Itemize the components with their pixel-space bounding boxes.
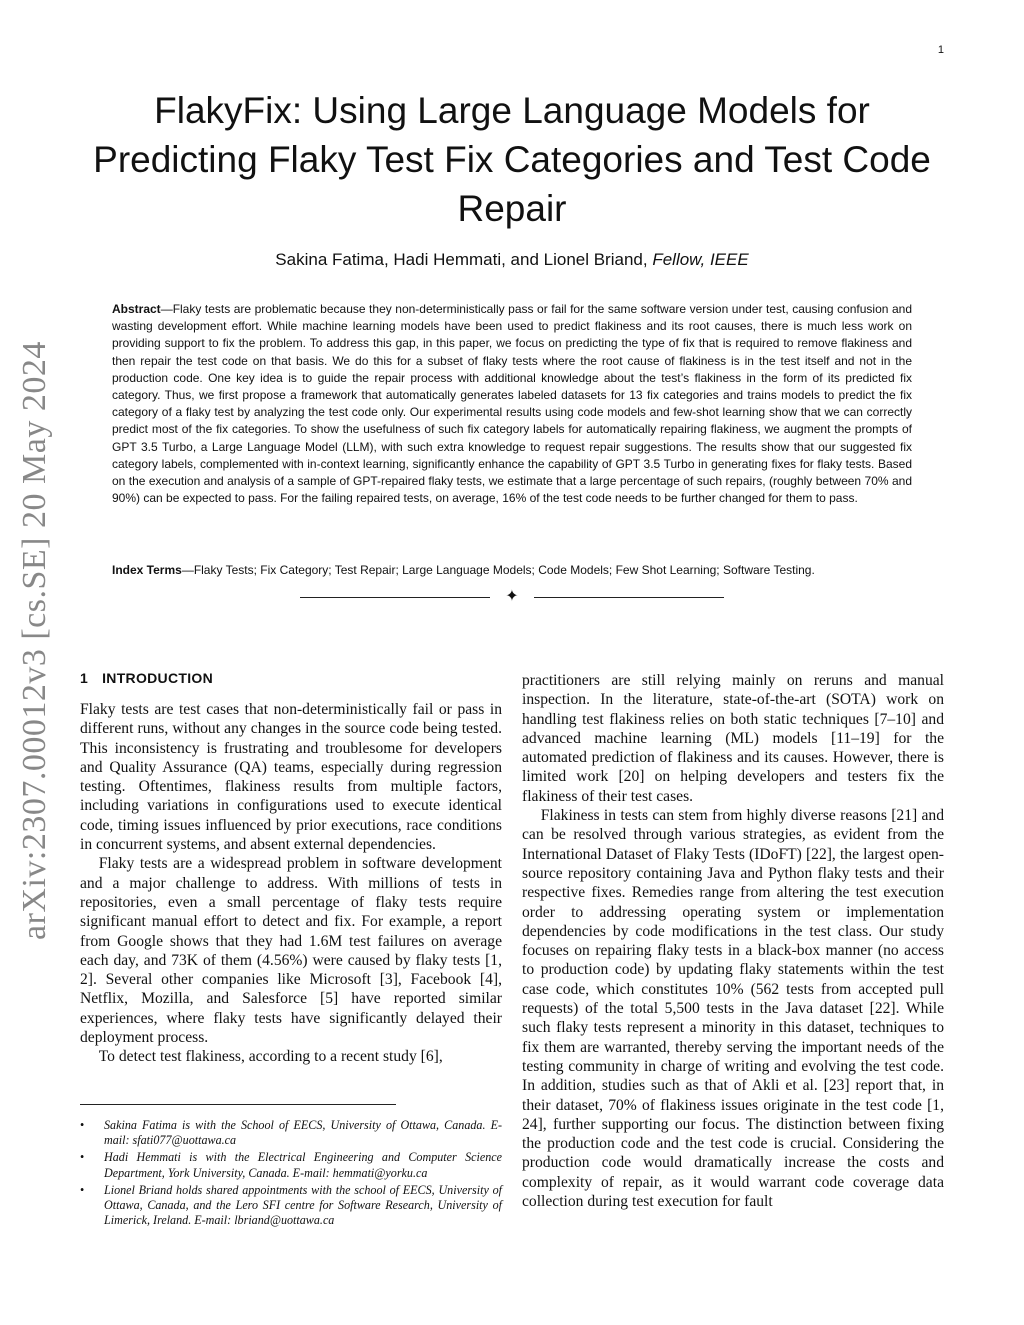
author-names: Sakina Fatima, Hadi Hemmati, and Lionel Briand, [275, 250, 648, 269]
section-heading [80, 670, 213, 686]
author-list [80, 250, 944, 270]
footnote-item [80, 1118, 502, 1148]
separator-line-right [534, 597, 724, 598]
index-terms [112, 562, 912, 579]
section-title: INTRODUCTION [102, 670, 214, 686]
footnote-text: Hadi Hemmati is with the Electrical Engineering and Computer Science Department, York University, Canada. E-mail: hemmati@yorku.ca [104, 1150, 502, 1180]
section-number: 1 [80, 670, 89, 686]
index-terms-text: —Flaky Tests; Fix Category; Test Repair; Large Language Models; Code Models; Few Shot Learning; Software Testing. [181, 563, 815, 577]
abstract [112, 301, 912, 507]
left-column [80, 700, 502, 1067]
footnotes [80, 1118, 502, 1230]
footnote-item [80, 1150, 502, 1180]
separator-line-left [300, 597, 490, 598]
paper-title: FlakyFix: Using Large Language Models for Predicting Flaky Test Fix Categories and Test Code Repair [93, 90, 931, 229]
footnote-text: Lionel Briand holds shared appointments with the school of EECS, University of Ottawa, Canada, and the Lero SFI centre for Software Research, University of Limerick, Ireland. E-mail: lbriand@uottawa.ca [104, 1182, 502, 1228]
page-number: 1 [937, 44, 944, 56]
footnote-item [80, 1183, 502, 1229]
index-terms-label: Index Terms [112, 563, 182, 577]
bullet-icon: • [80, 1182, 85, 1197]
author-fellow-title: Fellow, IEEE [652, 250, 749, 269]
bullet-icon: • [80, 1150, 85, 1165]
body-paragraph: To detect test flakiness, according to a recent study [6], [98, 1048, 443, 1066]
separator-star-icon: ✦ [505, 588, 519, 605]
body-paragraph: Flakiness in tests can stem from highly diverse reasons [21] and can be resolved through various strategies, as evident from the International Dataset of Flaky Tests (IDoFT) [22], the largest open-source repository containing Java and Python flaky tests and their respective fixes. Remedies range from altering the test execution order to addressing operating system or implementation dependencies by code modifications in the test class. Our study focuses on repairing flaky tests in a black-box manner (no access to production code) by updating flaky statements within the test case code, which constitutes 10% (562 tests from accepted pull requests) of the total 5,500 tests in the Java dataset [22]. While such flaky tests represent a minority in this dataset, techniques to fix them are warranted, thereby serving the important needs of the testing community in charge of writing and evolving the test code. In addition, studies such as that of Akli et al. [23] report that, in their dataset, 70% of flakiness issues originate in the test code [1, 24], further supporting our focus. The distinction between fixing the production code and the test code is crucial. Considering the production code would dramatically increase the costs and complexity of repair, as it would warrant code coverage data collection during test execution for fault [522, 807, 944, 1211]
bullet-icon: • [80, 1118, 85, 1132]
footnote-text: Sakina Fatima is with the School of EECS, University of Ottawa, Canada. E-mail: sfati077@uottawa.ca [104, 1118, 502, 1148]
section-separator [300, 586, 724, 608]
footnote-rule [80, 1104, 396, 1105]
right-column [522, 671, 944, 1211]
arxiv-identifier-stamp: arXiv:2307.00012v3 [cs.SE] 20 May 2024 [16, 341, 53, 940]
body-paragraph: practitioners are still relying mainly on reruns and manual inspection. In the literature, state-of-the-art (SOTA) work on handling test flakiness relies on both static techniques [7–10] and advanced machine learning (ML) models [11–19] for the automated prediction of flakiness and its causes. However, there is limited work [20] on helping developers and testers fix the flakiness of their test cases. [522, 672, 944, 805]
body-paragraph: Flaky tests are test cases that non-deterministically fail or pass in different runs, without any changes in the source code being tested. This inconsistency is frustrating and troublesome for developers and Quality Assurance (QA) teams, especially during regression testing. Oftentimes, flakiness results from multiple factors, including variations in configurations used to execute identical code, timing issues influenced by prior executions, race conditions in concurrent systems, and absent external dependencies. [80, 701, 502, 854]
body-paragraph: Flaky tests are a widespread problem in software development and a major challenge to address. With millions of tests in repositories, even a small percentage of flaky tests require significant manual effort to detect and fix. For example, a report from Google shows that they had 1.6M test failures on average each day, and 73K of them (4.56%) were caused by flaky tests [1, 2]. Several other companies like Microsoft [3], Facebook [4], Netflix, Mozilla, and Salesforce [5] have reported similar experiences, where flaky tests have significantly delayed their deployment process. [80, 855, 502, 1047]
abstract-text: —Flaky tests are problematic because they non-deterministically pass or fail for the same software version under test, causing confusion and wasting development effort. While machine learning models have been used to predict flakiness and its root causes, there is much less work on providing support to fix the problem. To address this gap, in this paper, we focus on predicting the type of fix that is required to remove flakiness and then repair the test code on that basis. We do this for a subset of flaky tests where the root cause of flakiness is in the test itself and not in the production code. One key idea is to guide the repair process with additional knowledge about the test’s flakiness in the form of its predicted fix category. Thus, we first propose a framework that automatically generates labeled datasets for 13 fix categories and trains models to predict the fix category of a flaky test by analyzing the test code only. Our experimental results using code models and few-shot learning show that we can correctly predict most of the fix categories. To show the usefulness of such fix category labels for automatically repairing flakiness, we augment the prompts of GPT 3.5 Turbo, a Large Language Model (LLM), with such extra knowledge to request repair suggestions. The results show that our suggested fix category labels, complemented with in-context learning, significantly enhance the capability of GPT 3.5 Turbo in generating fixes for flaky tests. Based on the execution and analysis of a sample of GPT-repaired flaky tests, we estimate that a large percentage of such repairs, (roughly between 70% and 90%) can be expected to pass. For the failing repaired tests, on average, 16% of the test code needs to be further changed for them to pass. [112, 302, 912, 506]
abstract-label: Abstract [112, 302, 161, 316]
